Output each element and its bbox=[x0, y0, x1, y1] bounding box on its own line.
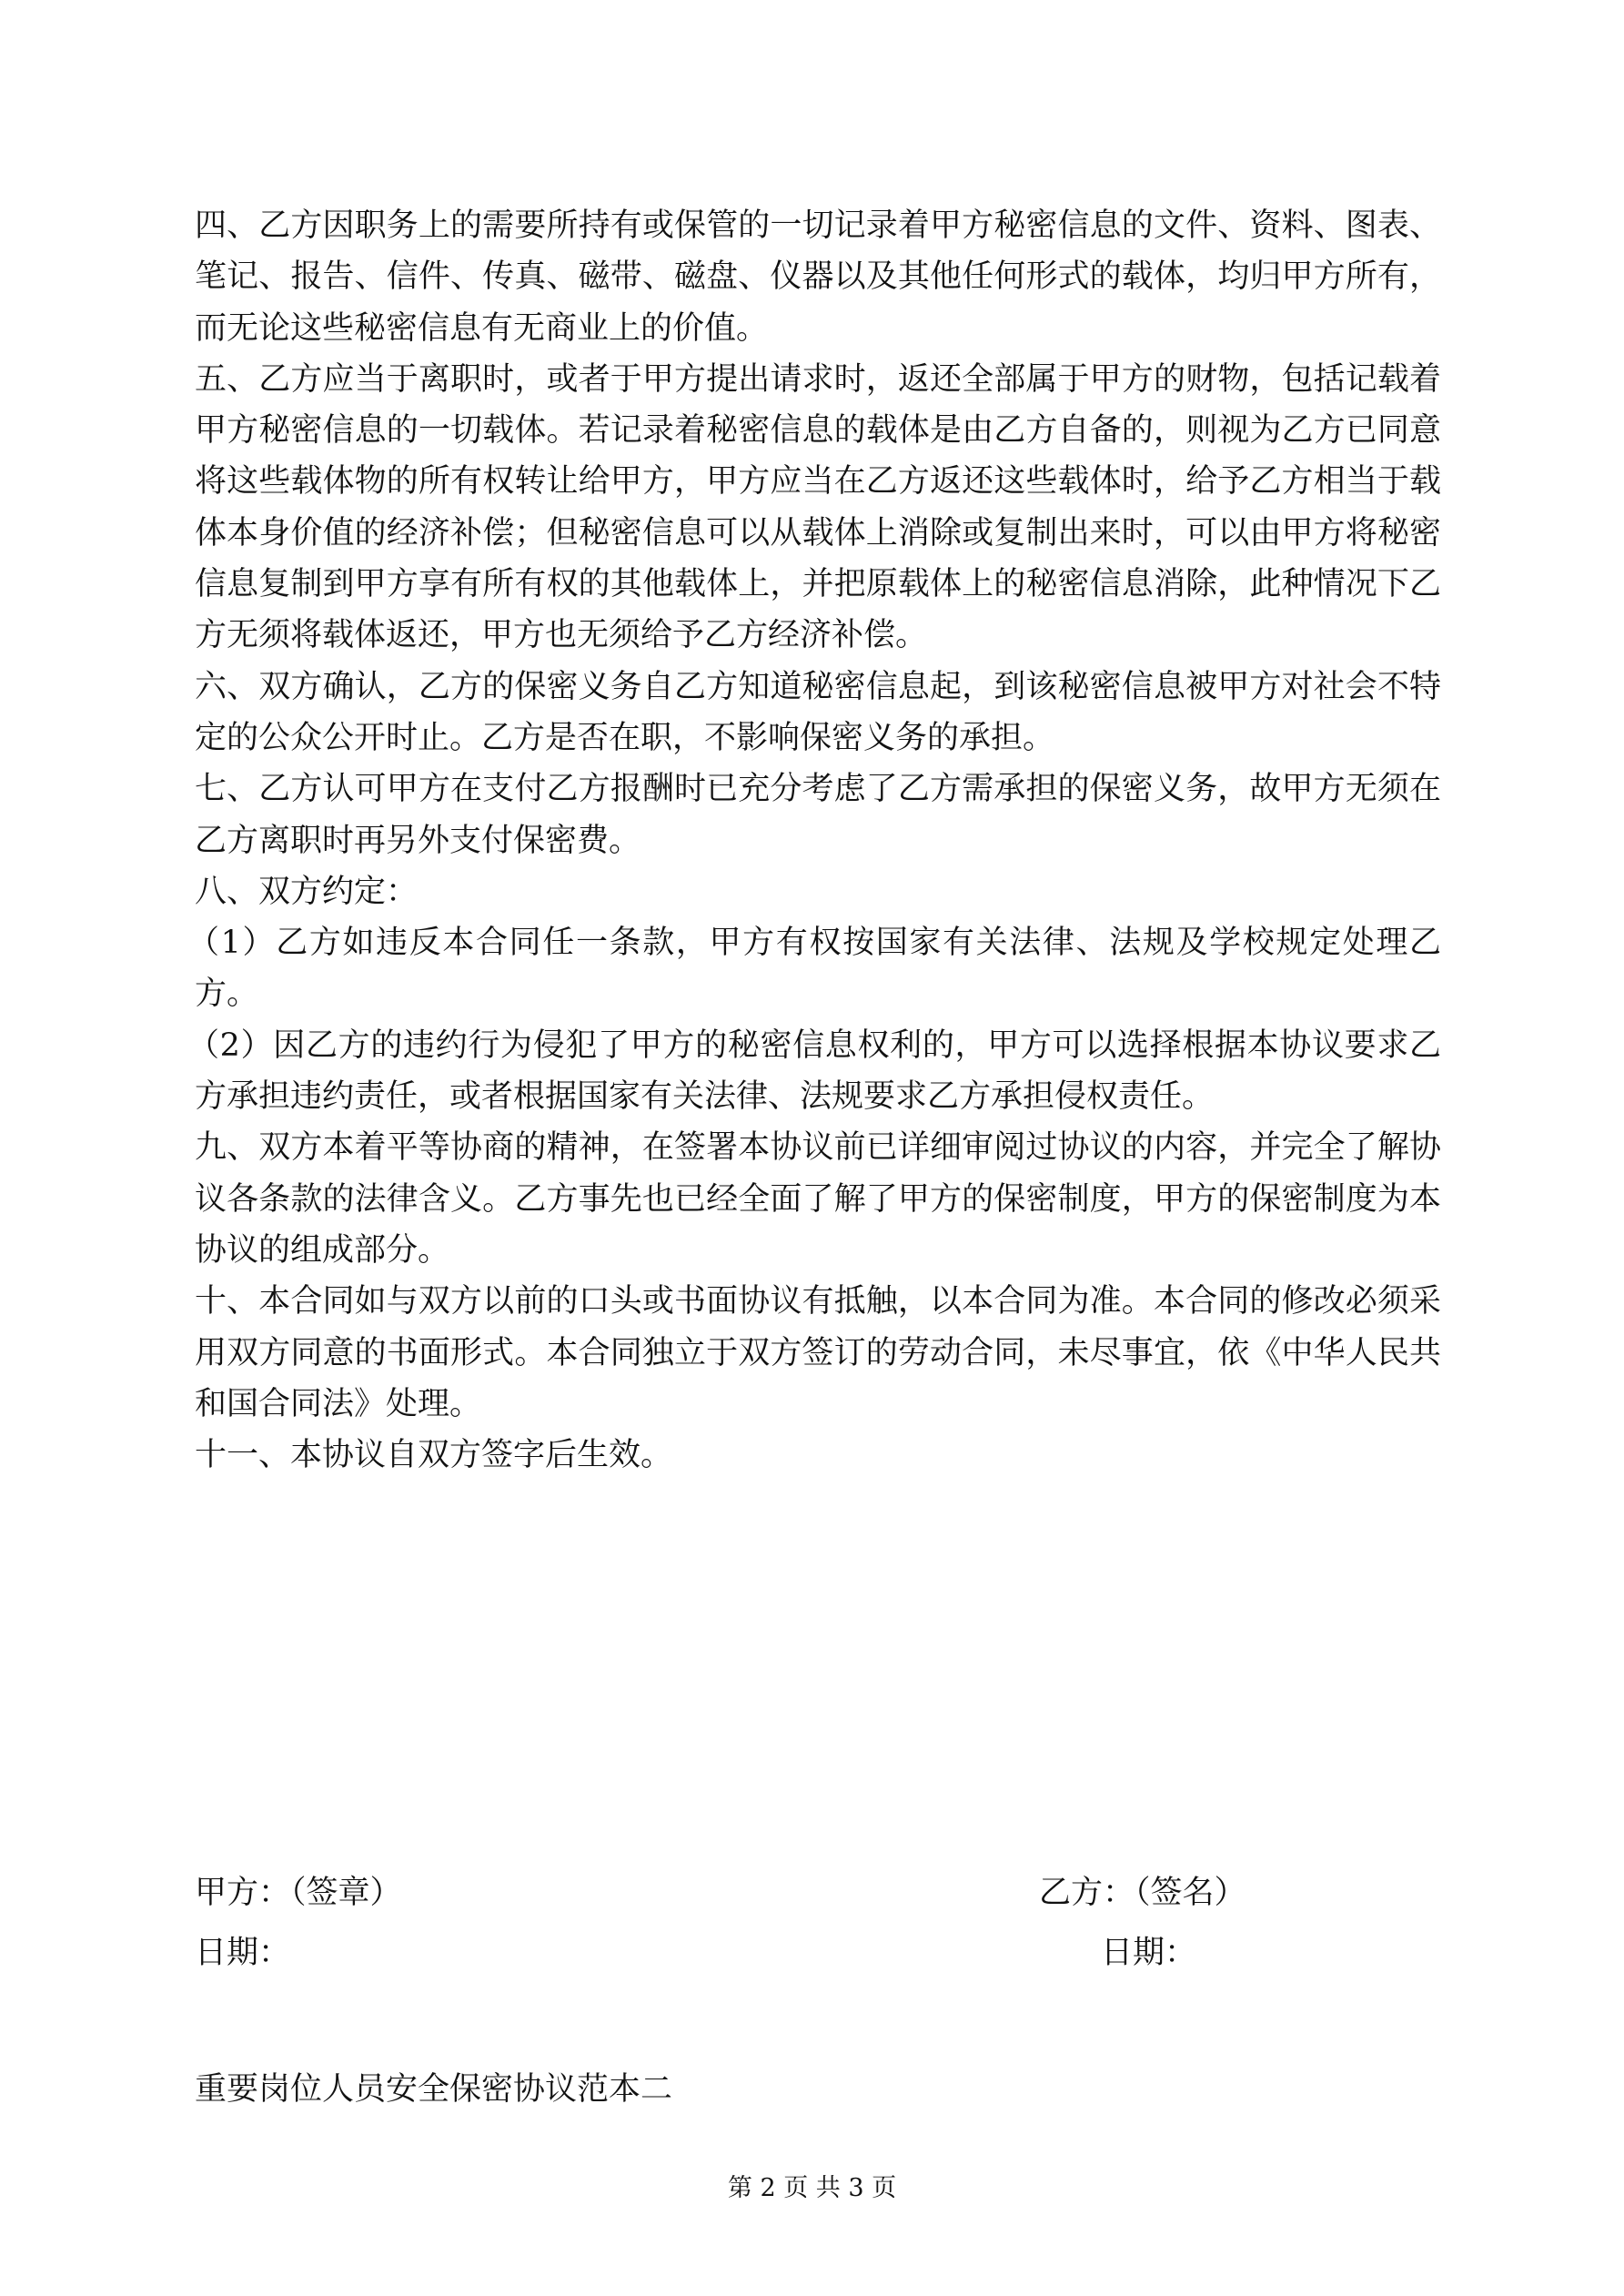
clause-8-item-2: （2）因乙方的违约行为侵犯了甲方的秘密信息权利的，甲方可以选择根据本协议要求乙方承担违约责任，或者根据国家有关法律、法规要求乙方承担侵权责任。 bbox=[187, 1027, 1441, 1116]
next-section-title: 重要岗位人员安全保密协议范本二 bbox=[195, 2071, 673, 2108]
page-footer: 第 2 页 共 3 页 bbox=[727, 2174, 897, 2202]
clause-7: 七、乙方认可甲方在支付乙方报酬时已充分考虑了乙方需承担的保密义务，故甲方无须在乙方离职时再另外支付保密费。 bbox=[195, 771, 1441, 859]
clause-8-item-1: （1）乙方如违反本合同任一条款，甲方有权按国家有关法律、法规及学校规定处理乙方。 bbox=[187, 925, 1441, 1013]
clause-11: 十一、本协议自双方签字后生效。 bbox=[195, 1437, 673, 1474]
date-row bbox=[195, 1927, 1441, 1988]
signature-row bbox=[195, 1867, 1441, 1927]
party-a-signature-label: 甲方：（签章） bbox=[195, 1875, 402, 1911]
clause-9: 九、双方本着平等协商的精神，在签署本协议前已详细审阅过协议的内容，并完全了解协议各条款的法律含义。乙方事先也已经全面了解了甲方的保密制度，甲方的保密制度为本协议的组成部分。 bbox=[195, 1129, 1441, 1269]
clause-8-heading: 八、双方约定： bbox=[195, 873, 419, 910]
clause-6: 六、双方确认，乙方的保密义务自乙方知道秘密信息起，到该秘密信息被甲方对社会不特定的公众公开时止。乙方是否在职，不影响保密义务的承担。 bbox=[195, 668, 1441, 756]
clause-5: 五、乙方应当于离职时，或者于甲方提出请求时，返还全部属于甲方的财物，包括记载着甲方秘密信息的一切载体。若记录着秘密信息的载体是由乙方自备的，则视为乙方已同意将这些载体物的所有权转让给甲方，甲方应当在乙方返还这些载体时，给予乙方相当于载体本身价值的经济补偿；但秘密信息可以从载体上消除或复制出来时，可以由甲方将秘密信息复制到甲方享有所有权的其他载体上，并把原载体上的秘密信息消除，此种情况下乙方无须将载体返还，甲方也无须给予乙方经济补偿。 bbox=[195, 360, 1441, 654]
party-b-date-label: 日期： bbox=[1101, 1935, 1197, 1971]
clause-4: 四、乙方因职务上的需要所持有或保管的一切记录着甲方秘密信息的文件、资料、图表、笔记、报告、信件、传真、磁带、磁盘、仪器以及其他任何形式的载体，均归甲方所有，而无论这些秘密信息有无商业上的价值。 bbox=[195, 207, 1441, 347]
signature-block bbox=[195, 1867, 1441, 1988]
clause-10: 十、本合同如与双方以前的口头或书面协议有抵触，以本合同为准。本合同的修改必须采用双方同意的书面形式。本合同独立于双方签订的劳动合同，未尽事宜，依《中华人民共和国合同法》处理。 bbox=[195, 1283, 1441, 1422]
party-b-signature-label: 乙方：（签名） bbox=[1039, 1875, 1246, 1911]
agreement-body bbox=[187, 200, 1441, 1481]
party-a-date-label: 日期： bbox=[195, 1935, 291, 1971]
